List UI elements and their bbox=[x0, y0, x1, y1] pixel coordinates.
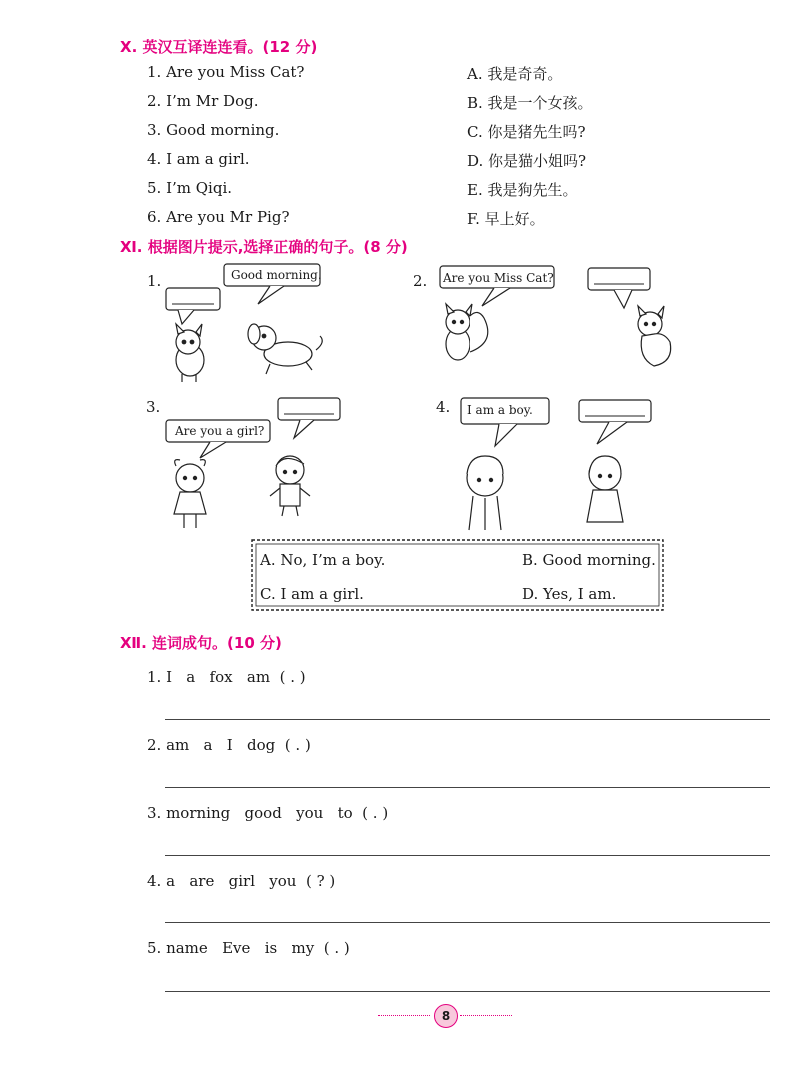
match-left-4: 4. I am a girl. bbox=[147, 150, 250, 168]
sentence-item-2: 2. am a I dog ( . ) bbox=[147, 736, 311, 754]
sentence-item-3: 3. morning good you to ( . ) bbox=[147, 804, 389, 822]
option-d: D. Yes, I am. bbox=[522, 585, 617, 603]
cat-icon bbox=[176, 324, 204, 382]
match-left-3: 3. Good morning. bbox=[147, 121, 280, 139]
picture-3-bubble-text: Are you a girl? bbox=[175, 424, 265, 438]
answer-line-4[interactable] bbox=[165, 922, 770, 923]
answer-line-2[interactable] bbox=[165, 787, 770, 788]
dog-icon bbox=[248, 324, 322, 374]
squirrel-icon bbox=[446, 304, 488, 360]
match-left-6: 6. Are you Mr Pig? bbox=[147, 208, 290, 226]
answer-line-1[interactable] bbox=[165, 719, 770, 720]
sentence-item-5: 5. name Eve is my ( . ) bbox=[147, 939, 350, 957]
match-right-a: A. 我是奇奇。 bbox=[467, 65, 563, 83]
sentence-item-4: 4. a are girl you ( ? ) bbox=[147, 872, 336, 890]
picture-1-number: 1. bbox=[147, 272, 162, 290]
section-10-title: Ⅹ. 英汉互译连连看。(12 分) bbox=[120, 38, 318, 56]
page-number-dots-right bbox=[460, 1015, 512, 1016]
match-right-c: C. 你是猪先生吗? bbox=[467, 123, 586, 141]
boy-icon bbox=[467, 456, 503, 530]
match-left-1: 1. Are you Miss Cat? bbox=[147, 63, 305, 81]
picture-3-number: 3. bbox=[146, 398, 161, 416]
answer-line-5[interactable] bbox=[165, 991, 770, 992]
page-number-dots-left bbox=[378, 1015, 430, 1016]
picture-4-bubble-text: I am a boy. bbox=[467, 403, 533, 417]
option-b: B. Good morning. bbox=[522, 551, 656, 569]
match-right-d: D. 你是猫小姐吗? bbox=[467, 152, 587, 170]
option-c: C. I am a girl. bbox=[260, 585, 364, 603]
picture-2-bubble-text: Are you Miss Cat? bbox=[443, 271, 554, 285]
boy-icon bbox=[270, 456, 310, 516]
match-left-2: 2. I’m Mr Dog. bbox=[147, 92, 259, 110]
girl-icon bbox=[587, 456, 623, 522]
answer-line-3[interactable] bbox=[165, 855, 770, 856]
cat-icon bbox=[638, 306, 671, 366]
picture-1-bubble-text: Good morning. bbox=[231, 268, 322, 282]
match-right-e: E. 我是狗先生。 bbox=[467, 181, 578, 199]
match-left-5: 5. I’m Qiqi. bbox=[147, 179, 233, 197]
picture-3-illustration bbox=[160, 394, 350, 534]
page-number: 8 bbox=[434, 1004, 458, 1028]
match-right-f: F. 早上好。 bbox=[467, 210, 545, 228]
picture-4-number: 4. bbox=[436, 398, 451, 416]
section-11-title: Ⅺ. 根据图片提示,选择正确的句子。(8 分) bbox=[120, 238, 408, 256]
girl-icon bbox=[174, 460, 206, 528]
option-a: A. No, I’m a boy. bbox=[260, 551, 386, 569]
picture-2-number: 2. bbox=[413, 272, 428, 290]
options-box bbox=[250, 538, 665, 612]
match-right-b: B. 我是一个女孩。 bbox=[467, 94, 593, 112]
section-12-title: Ⅻ. 连词成句。(10 分) bbox=[120, 634, 282, 652]
sentence-item-1: 1. I a fox am ( . ) bbox=[147, 668, 306, 686]
